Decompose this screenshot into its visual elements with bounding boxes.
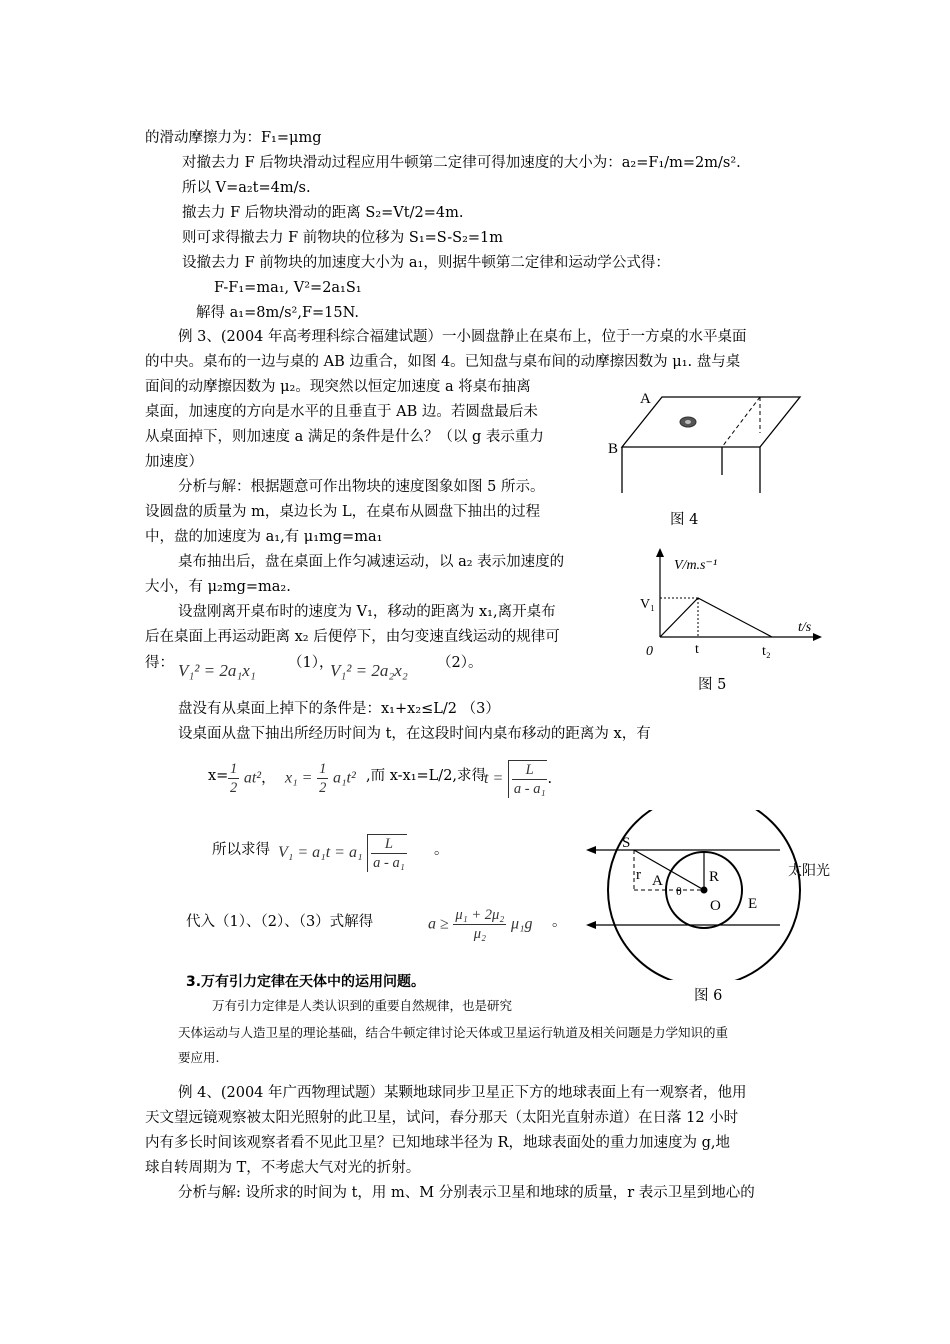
text-line: F-F₁=ma₁, V²=2a₁S₁ (214, 280, 362, 296)
text-line: 球自转周期为 T，不考虑大气对光的折射。 (145, 1160, 421, 1176)
figure-5-vt-graph (612, 545, 832, 665)
formula-1: V₁² = 2a₁x₁ (178, 661, 256, 680)
disk-center (685, 420, 691, 424)
text-line: 例 3、(2004 年高考理科综合福建试题）一小圆盘静止在桌布上，位于一方桌的水平桌面 (178, 329, 747, 345)
text-line: 面间的动摩擦因数为 μ₂。现突然以恒定加速度 a 将桌布抽离 (145, 379, 531, 395)
text-line: 中，盘的加速度为 a₁,有 μ₁mg=ma₁ (145, 529, 383, 545)
text-line: 要应用. (178, 1050, 220, 1065)
text-line: 后在桌面上再运动距离 x₂ 后便停下，由匀变速直线运动的规律可 (145, 629, 560, 645)
figure-6-caption: 图 6 (694, 988, 723, 1004)
label-b: B (608, 441, 619, 457)
text-line: 桌面，加速度的方向是水平的且垂直于 AB 边。若圆盘最后未 (145, 404, 538, 420)
text-line: 得： (145, 655, 174, 671)
orbit-circle (608, 810, 800, 980)
label-a: A (640, 391, 651, 407)
text-line: 桌布抽出后，盘在桌面上作匀减速运动，以 a₂ 表示加速度的 (178, 554, 565, 570)
velocity-line (660, 598, 772, 637)
text-line: 盘没有从桌面上掉下的条件是：x₁+x₂≤L/2 （3） (178, 701, 500, 717)
y-arrow (656, 548, 664, 557)
text-line: 内有多长时间该观察者看不见此卫星？已知地球半径为 R，地球表面处的重力加速度为 g,地 (145, 1135, 731, 1151)
text-line: 所以 V=a₂t=4m/s. (182, 180, 311, 196)
text-line: 所以求得 (212, 842, 270, 858)
text-line: 分析与解：根据题意可作出物块的速度图象如图 5 所示。 (178, 479, 545, 495)
formula-6: V₁ = a₁t = a₁ $\frac{L}{\text{a - a₁}}$ (278, 836, 405, 871)
section-title: 3.万有引力定律在天体中的运用问题。 (186, 974, 426, 990)
radius-r (634, 850, 704, 890)
y-axis-label: V/m.s⁻¹ (674, 558, 718, 573)
text-line: 设撤去力 F 前物块的加速度大小为 a₁，则据牛顿第二定律和运动学公式得： (182, 255, 670, 271)
formula-3: $\frac{1}{2}$ at²， (230, 761, 276, 796)
formula-2: V₁² = 2a₂x₂ (330, 661, 408, 680)
label-O: O (710, 898, 721, 914)
text-line: 天体运动与人造卫星的理论基础，结合牛顿定律讨论天体或卫星运行轨道及相关问题是力学知识的重 (178, 1025, 729, 1040)
formula-4: x₁ = $\frac{1}{2}$ a₁t² (285, 761, 356, 796)
figure-5-caption: 图 5 (698, 677, 727, 693)
text-line: 例 4、(2004 年广西物理试题）某颗地球同步卫星正下方的地球表面上有一观察者，他用 (178, 1085, 747, 1101)
text-line: 。 (552, 914, 567, 930)
text-line: 设盘刚离开桌布时的速度为 V₁，移动的距离为 x₁,离开桌布 (178, 604, 556, 620)
ray-top-arrow (586, 846, 596, 854)
t2-label: t₂ (762, 644, 771, 659)
v1-label: V₁ (640, 597, 655, 612)
label-E: E (748, 896, 758, 912)
text-line: 加速度） (145, 454, 203, 470)
text-line: 则可求得撤去力 F 前物块的位移为 S₁=S-S₂=1m (182, 230, 504, 246)
cloth-edge (722, 397, 760, 447)
text-line: 设圆盘的质量为 m，桌边长为 L，在桌布从圆盘下抽出的过程 (145, 504, 541, 520)
text-line: ,而 x-x₁=L/2,求得 (366, 768, 487, 784)
text-line: 分析与解: 设所求的时间为 t，用 m、M 分别表示卫星和地球的质量，r 表示卫星到地心的 (178, 1185, 755, 1201)
label-r: r (636, 867, 641, 883)
text-line: 的滑动摩擦力为：F₁=μmg (145, 130, 322, 146)
text-line: 的中央。桌布的一边与桌的 AB 边重合，如图 4。已知盘与桌布间的动摩擦因数为 μ₁. 盘与桌 (145, 354, 741, 370)
text-line: 从桌面掉下，则加速度 a 满足的条件是什么？（以 g 表示重力 (145, 429, 544, 445)
formula-5: t = $\frac{L}{\text{a - a₁}}$ . (484, 762, 553, 797)
label-theta: θ (676, 884, 682, 898)
origin-label: 0 (646, 644, 653, 659)
text-line: 代入（1）、（2）、（3）式解得 (186, 914, 374, 930)
text-line: 万有引力定律是人类认识到的重要自然规律，也是研究 (212, 998, 513, 1013)
figure-4-table (600, 385, 810, 500)
label-sunlight: 太阳光 (788, 864, 830, 879)
text-line: 天文望远镜观察被太阳光照射的此卫星，试问，春分那天（太阳光直射赤道）在日落 12 小时 (145, 1110, 739, 1126)
text-line: （1）， (288, 655, 334, 671)
ray-bottom-arrow (586, 921, 596, 929)
x-axis-label: t/s (798, 620, 812, 635)
figure-6-orbit (580, 810, 850, 980)
label-R: R (709, 869, 720, 885)
text-line: 大小，有 μ₂mg=ma₂. (145, 579, 291, 595)
text-line: （2）。 (437, 655, 483, 671)
text-line: 设桌面从盘下抽出所经历时间为 t，在这段时间内桌布移动的距离为 x，有 (178, 726, 651, 742)
text-line: 。 (434, 842, 449, 858)
x-arrow (813, 633, 822, 641)
figure-4-caption: 图 4 (670, 512, 699, 528)
text-line: 撤去力 F 后物块滑动的距离 S₂=Vt/2=4m. (182, 205, 464, 221)
text-line: 解得 a₁=8m/s²,F=15N. (196, 305, 359, 321)
label-a: A (652, 873, 663, 889)
formula-7: a ≥ $\frac{\text{μ₁ + 2μ₂}}{\text{μ₂}}$ μ₁g (428, 907, 533, 942)
label-s: S (622, 835, 631, 851)
text-line: 对撤去力 F 后物块滑动过程应用牛顿第二定律可得加速度的大小为：a₂=F₁/m=2m/s². (182, 155, 741, 171)
text-line: x= (208, 768, 229, 784)
t-label: t (695, 642, 699, 657)
